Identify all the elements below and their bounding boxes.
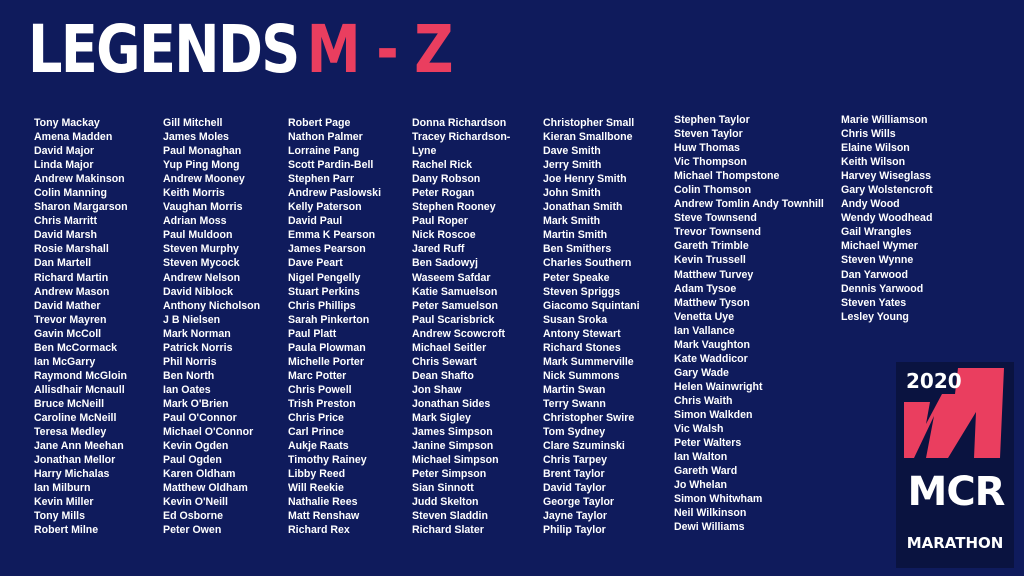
name-item: Steven Spriggs [543,285,621,298]
name-item: Marie Williamson [841,114,928,126]
name-item: David Niblock [163,285,234,298]
name-item: Patrick Norris [163,341,233,354]
name-item: Colin Manning [34,187,107,200]
names-column-3 [288,116,381,537]
name-item: Kate Waddicor [674,352,748,365]
name-item: Tony Mills [34,510,86,523]
name-item: J B Nielsen [163,313,221,326]
name-item: James Pearson [288,243,366,256]
name-item: Susan Sroka [543,313,608,326]
name-item: James Simpson [412,426,493,439]
name-item: Mark Norman [163,327,231,340]
name-item: Tom Sydney [543,426,606,439]
name-item: Nathalie Rees [288,496,358,509]
name-item: Michael Seitler [412,341,487,354]
name-item: Steven Taylor [674,128,743,141]
name-item: Vic Thompson [674,156,747,169]
name-item: Venetta Uye [674,310,735,323]
name-item: Peter Rogan [412,187,475,200]
name-item: Trevor Mayren [34,313,107,326]
name-item: Nick Summons [543,369,620,382]
name-item: Ben North [163,369,215,382]
name-item: Peter Speake [543,271,610,284]
name-item: Keith Morris [163,187,225,200]
name-item: James Moles [163,131,229,144]
name-item: Vaughan Morris [163,201,243,214]
name-item: Andrew Mooney [163,173,245,186]
names-column-6 [674,113,824,534]
name-item: Vic Walsh [674,423,724,436]
name-item: Steven Murphy [163,243,239,256]
name-item: Matthew Tyson [674,296,750,309]
name-item: Jonathan Mellor [34,454,116,467]
name-item: Jonathan Sides [412,397,491,410]
name-item: Michael Simpson [412,454,499,467]
name-item: Robert Milne [34,524,99,537]
name-item: Harvey Wiseglass [841,170,932,183]
names-column-1 [34,116,128,537]
name-item: Janine Simpson [412,440,494,453]
name-item: Ian McGarry [34,355,96,368]
name-item: Andrew Scowcroft [412,327,506,340]
name-item: Libby Reed [288,468,346,481]
name-item: Michelle Porter [288,355,364,368]
name-item: Will Reekie [288,482,344,495]
name-item: Gary Wolstencroft [841,184,933,197]
name-item: Peter Walters [674,437,742,450]
logo-mcr: MCR [907,469,1005,515]
name-item: Ian Oates [163,383,211,396]
name-item: Gary Wade [674,366,729,379]
name-item: Keith Wilson [841,156,906,169]
name-item: Ed Osborne [163,510,224,523]
name-item: Waseem Safdar [412,271,491,284]
name-item: Adam Tysoe [674,282,737,295]
names-column-5 [543,116,640,537]
name-item: Paula Plowman [288,341,366,354]
name-item: Christopher Swire [543,411,635,424]
name-item: Scott Pardin-Bell [288,159,374,172]
name-item: Christopher Small [543,117,635,129]
name-item: Nigel Pengelly [288,271,361,284]
name-item: John Smith [543,187,601,200]
name-item: Chris Waith [674,394,733,407]
name-item: Donna Richardson [412,117,507,129]
name-item: Jon Shaw [412,383,462,396]
name-item: Andrew Tomlin Andy Townhill [674,198,824,211]
name-item: Mark O'Brien [163,397,229,410]
name-item: Helen Wainwright [674,380,763,393]
name-item: Dan Martell [34,257,92,270]
name-item: Rachel Rick [412,159,473,172]
name-item: George Taylor [543,496,615,509]
name-item: Harry Michalas [34,468,110,481]
name-item: Nick Roscoe [412,229,476,242]
name-item: Ben Smithers [543,243,612,256]
name-item: David Taylor [543,482,606,495]
name-item: Gail Wrangles [841,226,912,239]
name-item: Joe Henry Smith [543,173,627,186]
name-item: Philip Taylor [543,524,606,537]
name-item: Jo Whelan [674,479,727,492]
name-item: Jonathan Smith [543,201,623,214]
name-item: Timothy Rainey [288,454,367,467]
name-item: Andrew Mason [34,285,110,298]
name-item: Dennis Yarwood [841,282,924,295]
names-column-4 [412,116,510,537]
name-item: Lorraine Pang [288,145,360,158]
name-item: Ian Walton [674,451,728,464]
page-title [28,10,452,90]
name-item: Mark Sigley [412,411,471,424]
name-item: Anthony Nicholson [163,299,261,312]
name-item: Katie Samuelson [412,285,498,298]
name-item: David Major [34,145,95,158]
name-item: Martin Swan [543,383,606,396]
name-item: Peter Simpson [412,468,487,481]
name-item: Paul Monaghan [163,145,242,158]
name-item: Andy Wood [841,198,900,211]
name-item: Trevor Townsend [674,226,761,239]
name-item: Paul Platt [288,327,337,340]
name-item: Huw Thomas [674,142,740,155]
name-item: David Mather [34,299,101,312]
name-item: Peter Samuelson [412,299,498,312]
name-item: Dewi Williams [674,521,745,534]
name-item: Gareth Trimble [674,240,749,253]
name-item: Gill Mitchell [163,117,223,129]
name-item: Dany Robson [412,173,481,186]
name-item: Jerry Smith [543,159,602,172]
name-item: Gavin McColl [34,327,102,340]
name-item: Dave Smith [543,145,601,158]
name-item: Lyne [412,145,437,158]
name-item: Simon Walkden [674,408,753,421]
name-item: Sarah Pinkerton [288,313,370,326]
names-column-7 [841,113,933,324]
name-item: David Marsh [34,229,97,242]
name-item: Colin Thomson [674,184,752,197]
name-item: Teresa Medley [34,426,107,439]
name-item: Ian Milburn [34,482,91,495]
name-item: Trish Preston [288,397,356,410]
name-item: Martin Smith [543,229,608,242]
name-item: Andrew Paslowski [288,187,382,200]
name-item: Kevin O'Neill [163,496,228,509]
name-item: Matt Renshaw [288,510,360,523]
name-item: Antony Stewart [543,327,621,340]
name-item: Rosie Marshall [34,243,109,256]
name-item: Clare Szuminski [543,440,625,453]
name-item: Raymond McGloin [34,369,127,382]
name-item: Michael Thompstone [674,170,780,183]
name-item: Peter Owen [163,524,222,537]
name-item: Michael Wymer [841,240,918,253]
name-item: Giacomo Squintani [543,299,640,312]
name-item: Allisdhair Mcnaull [34,383,125,396]
name-item: Paul O'Connor [163,411,237,424]
name-item: Amena Madden [34,131,113,144]
name-item: Andrew Nelson [163,271,241,284]
name-item: Richard Rex [288,524,350,537]
name-item: Paul Ogden [163,454,222,467]
name-item: Steve Townsend [674,212,757,225]
name-item: Mark Vaughton [674,338,750,351]
name-item: Wendy Woodhead [841,212,933,225]
name-item: Stuart Perkins [288,285,360,298]
logo-year: 2020 [906,369,962,393]
name-item: Ben McCormack [34,341,118,354]
name-item: Caroline McNeill [34,411,117,424]
mcr-marathon-logo [896,362,1014,568]
name-item: Tony Mackay [34,117,100,129]
name-item: Stephen Parr [288,173,354,186]
name-item: Ian Vallance [674,324,735,337]
name-item: Chris Wills [841,128,896,141]
name-item: Dave Peart [288,257,343,270]
name-item: Paul Muldoon [163,229,233,242]
name-item: Dean Shafto [412,369,474,382]
title-word: LEGENDS [28,11,299,88]
name-item: Chris Marritt [34,215,97,228]
name-item: Dan Yarwood [841,268,908,281]
name-item: Mark Summerville [543,355,634,368]
name-item: Paul Scarisbrick [412,313,495,326]
name-item: Kevin Miller [34,496,94,509]
name-item: Stephen Rooney [412,201,496,214]
title-range: M - Z [306,11,452,88]
name-item: Richard Slater [412,524,484,537]
name-item: Bruce McNeill [34,397,105,410]
name-item: David Paul [288,215,343,228]
name-item: Elaine Wilson [841,142,910,155]
name-item: Emma K Pearson [288,229,376,242]
name-item: Jared Ruff [412,243,465,256]
name-item: Marc Potter [288,369,347,382]
name-item: Michael O'Connor [163,426,254,439]
name-item: Richard Martin [34,271,109,284]
name-item: Ben Sadowyj [412,257,478,270]
name-item: Sian Sinnott [412,482,474,495]
name-item: Chris Tarpey [543,454,607,467]
name-item: Nathon Palmer [288,131,363,144]
names-column-2 [163,116,260,537]
name-item: Chris Sewart [412,355,477,368]
name-item: Kevin Ogden [163,440,229,453]
name-item: Gareth Ward [674,465,738,478]
name-item: Chris Phillips [288,299,356,312]
name-item: Carl Prince [288,426,344,439]
name-item: Kieran Smallbone [543,131,633,144]
name-item: Mark Smith [543,215,601,228]
name-item: Lesley Young [841,310,909,323]
name-item: Chris Powell [288,383,352,396]
name-item: Charles Southern [543,257,632,270]
name-item: Matthew Turvey [674,268,754,281]
name-item: Neil Wilkinson [674,507,747,520]
name-item: Jane Ann Meehan [34,440,124,453]
name-item: Judd Skelton [412,496,479,509]
name-item: Terry Swann [543,397,606,410]
name-item: Karen Oldham [163,468,236,481]
name-item: Stephen Taylor [674,114,750,126]
name-item: Steven Mycock [163,257,240,270]
name-item: Yup Ping Mong [163,159,240,172]
name-item: Richard Stones [543,341,621,354]
name-item: Phil Norris [163,355,217,368]
name-item: Simon Whitwham [674,493,763,506]
logo-marathon: MARATHON [906,534,1004,552]
name-item: Sharon Margarson [34,201,128,214]
name-item: Andrew Makinson [34,173,125,186]
name-item: Aukje Raats [288,440,349,453]
name-item: Kevin Trussell [674,254,746,267]
name-item: Matthew Oldham [163,482,248,495]
name-item: Steven Wynne [841,254,914,267]
name-item: Paul Roper [412,215,468,228]
name-item: Robert Page [288,117,351,129]
name-item: Kelly Paterson [288,201,362,214]
name-item: Jayne Taylor [543,510,607,523]
name-item: Linda Major [34,159,94,172]
name-item: Steven Yates [841,296,907,309]
name-item: Brent Taylor [543,468,605,481]
name-item: Chris Price [288,411,344,424]
name-item: Steven Sladdin [412,510,488,523]
name-item: Tracey Richardson- [412,131,511,144]
name-item: Adrian Moss [163,215,227,228]
